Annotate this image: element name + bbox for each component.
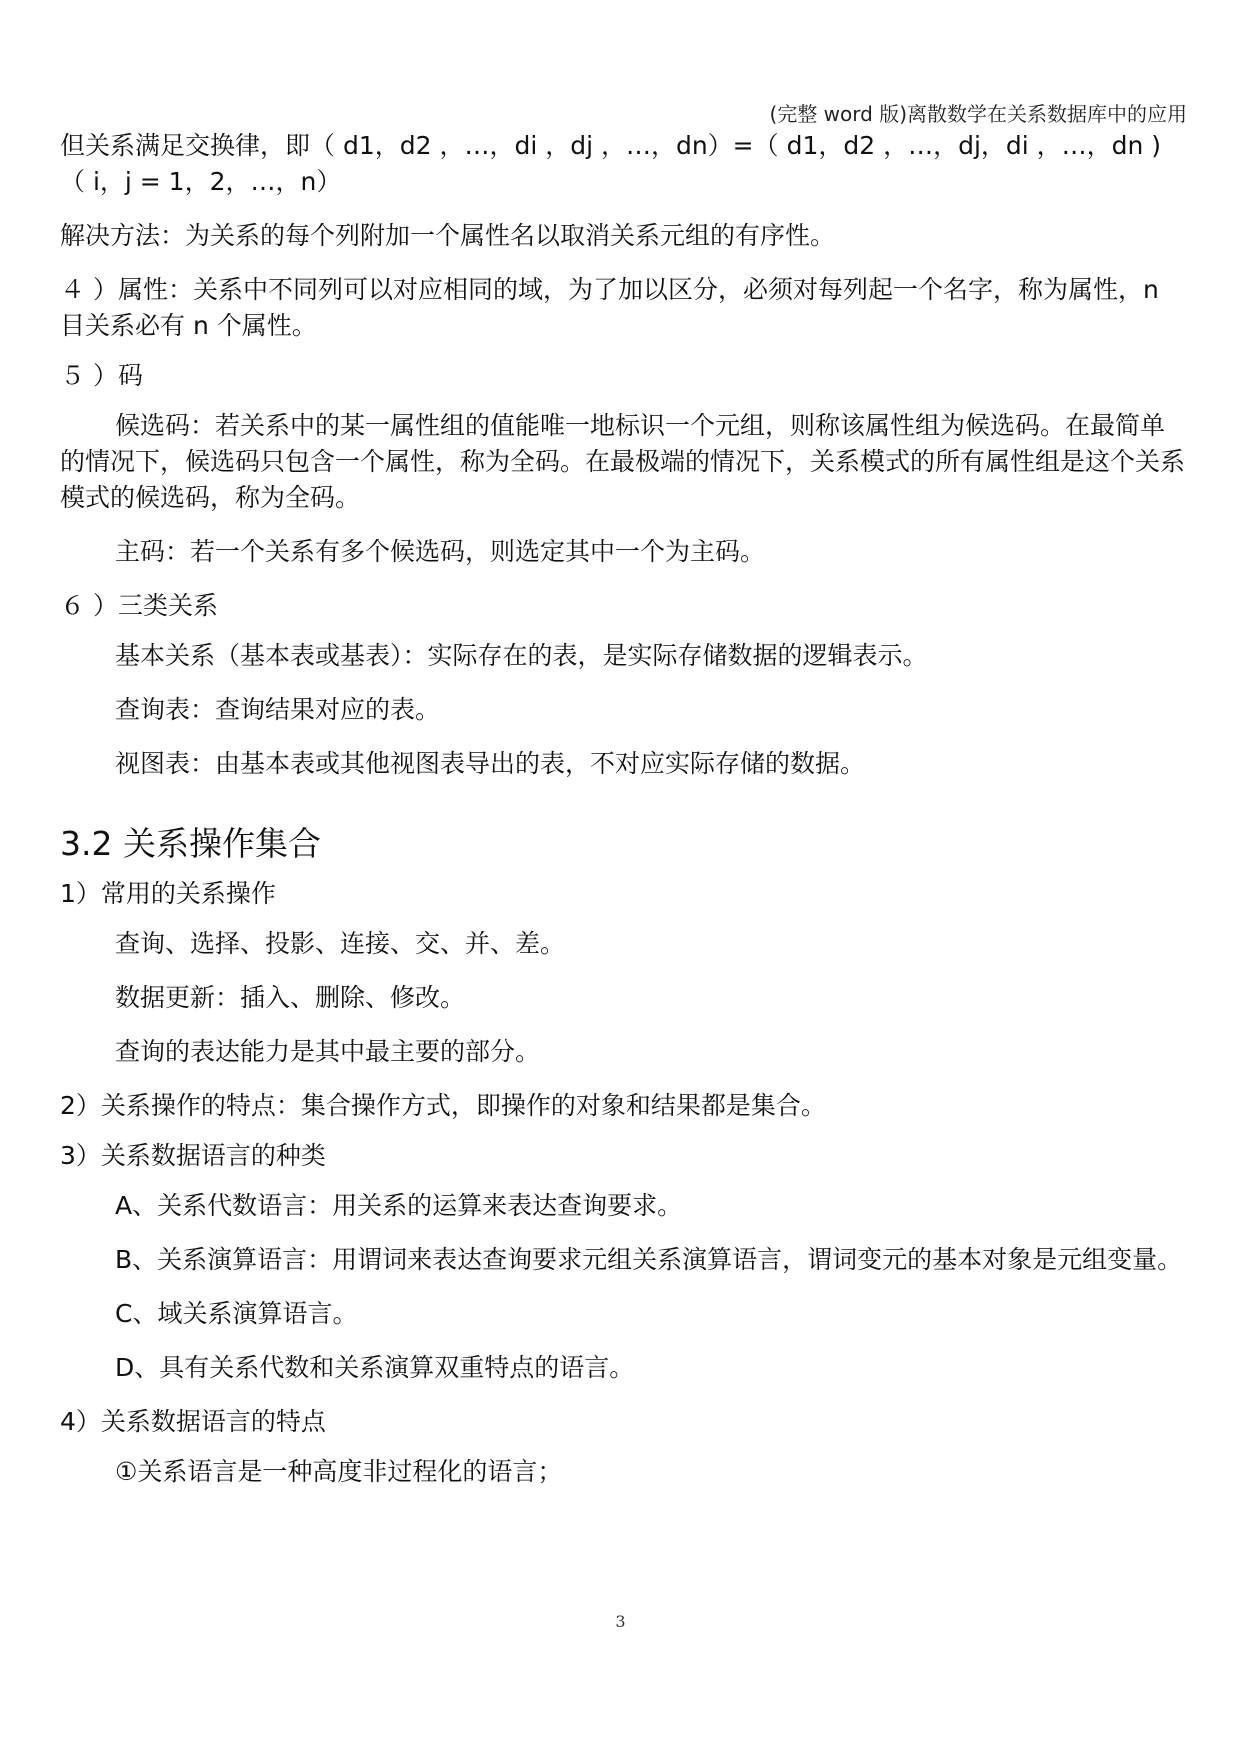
paragraph-dual-language: D、具有关系代数和关系演算双重特点的语言。 bbox=[115, 1353, 635, 1382]
paragraph-commutative: 但关系满足交换律，即（ d1，d2 ，…，di ，dj ，…，dn）=（ d1，d2 ，…，dj，di ，…，dn )（ i，j = 1，2，…，n） bbox=[60, 131, 1162, 196]
paragraph-query-ops: 查询、选择、投影、连接、交、并、差。 bbox=[115, 929, 566, 958]
paragraph-view-table: 视图表：由基本表或其他视图表导出的表，不对应实际存储的数据。 bbox=[115, 749, 866, 778]
document-body bbox=[60, 128, 1185, 1508]
paragraph-query-expressiveness: 查询的表达能力是其中最主要的部分。 bbox=[115, 1037, 541, 1066]
paragraph-language-features-heading: 4）关系数据语言的特点 bbox=[60, 1407, 326, 1436]
paragraph-algebra-language: A、关系代数语言：用关系的运算来表达查询要求。 bbox=[115, 1191, 683, 1220]
paragraph-domain-calculus: C、域关系演算语言。 bbox=[115, 1299, 358, 1328]
paragraph-base-relation: 基本关系（基本表或基表）：实际存在的表，是实际存储数据的逻辑表示。 bbox=[115, 641, 928, 670]
page-header: (完整 word 版)离散数学在关系数据库中的应用 bbox=[769, 102, 1187, 126]
paragraph-data-update: 数据更新：插入、删除、修改。 bbox=[115, 983, 466, 1012]
paragraph-query-table: 查询表：查询结果对应的表。 bbox=[115, 695, 441, 724]
paragraph-attribute: ４ ）属性：关系中不同列可以对应相同的域，为了加以区分，必须对每列起一个名字，称为属性，n 目关系必有 n 个属性。 bbox=[60, 275, 1159, 340]
paragraph-primary-key: 主码：若一个关系有多个候选码，则选定其中一个为主码。 bbox=[115, 537, 766, 566]
paragraph-calculus-language: B、关系演算语言：用谓词来表达查询要求元组关系演算语言，谓词变元的基本对象是元组变量。 bbox=[115, 1245, 1183, 1274]
paragraph-nonprocedural: ①关系语言是一种高度非过程化的语言； bbox=[115, 1457, 563, 1486]
paragraph-candidate-key: 候选码：若关系中的某一属性组的值能唯一地标识一个元组，则称该属性组为候选码。在最简单的情况下，候选码只包含一个属性，称为全码。在最极端的情况下，关系模式的所有属性组是这个关系模式的候选码，称为全码。 bbox=[60, 411, 1186, 512]
paragraph-code-heading: ５ ）码 bbox=[60, 361, 143, 390]
paragraph-ops-features: 2）关系操作的特点：集合操作方式，即操作的对象和结果都是集合。 bbox=[60, 1091, 826, 1120]
paragraph-common-ops-heading: 1）常用的关系操作 bbox=[60, 879, 276, 908]
paragraph-language-types-heading: 3）关系数据语言的种类 bbox=[60, 1141, 326, 1170]
paragraph-three-relations-heading: ６ ）三类关系 bbox=[60, 591, 218, 620]
page-number: 3 bbox=[615, 1612, 626, 1631]
section-heading: 3.2 关系操作集合 bbox=[60, 824, 321, 863]
paragraph-solution: 解决方法：为关系的每个列附加一个属性名以取消关系元组的有序性。 bbox=[60, 221, 836, 250]
